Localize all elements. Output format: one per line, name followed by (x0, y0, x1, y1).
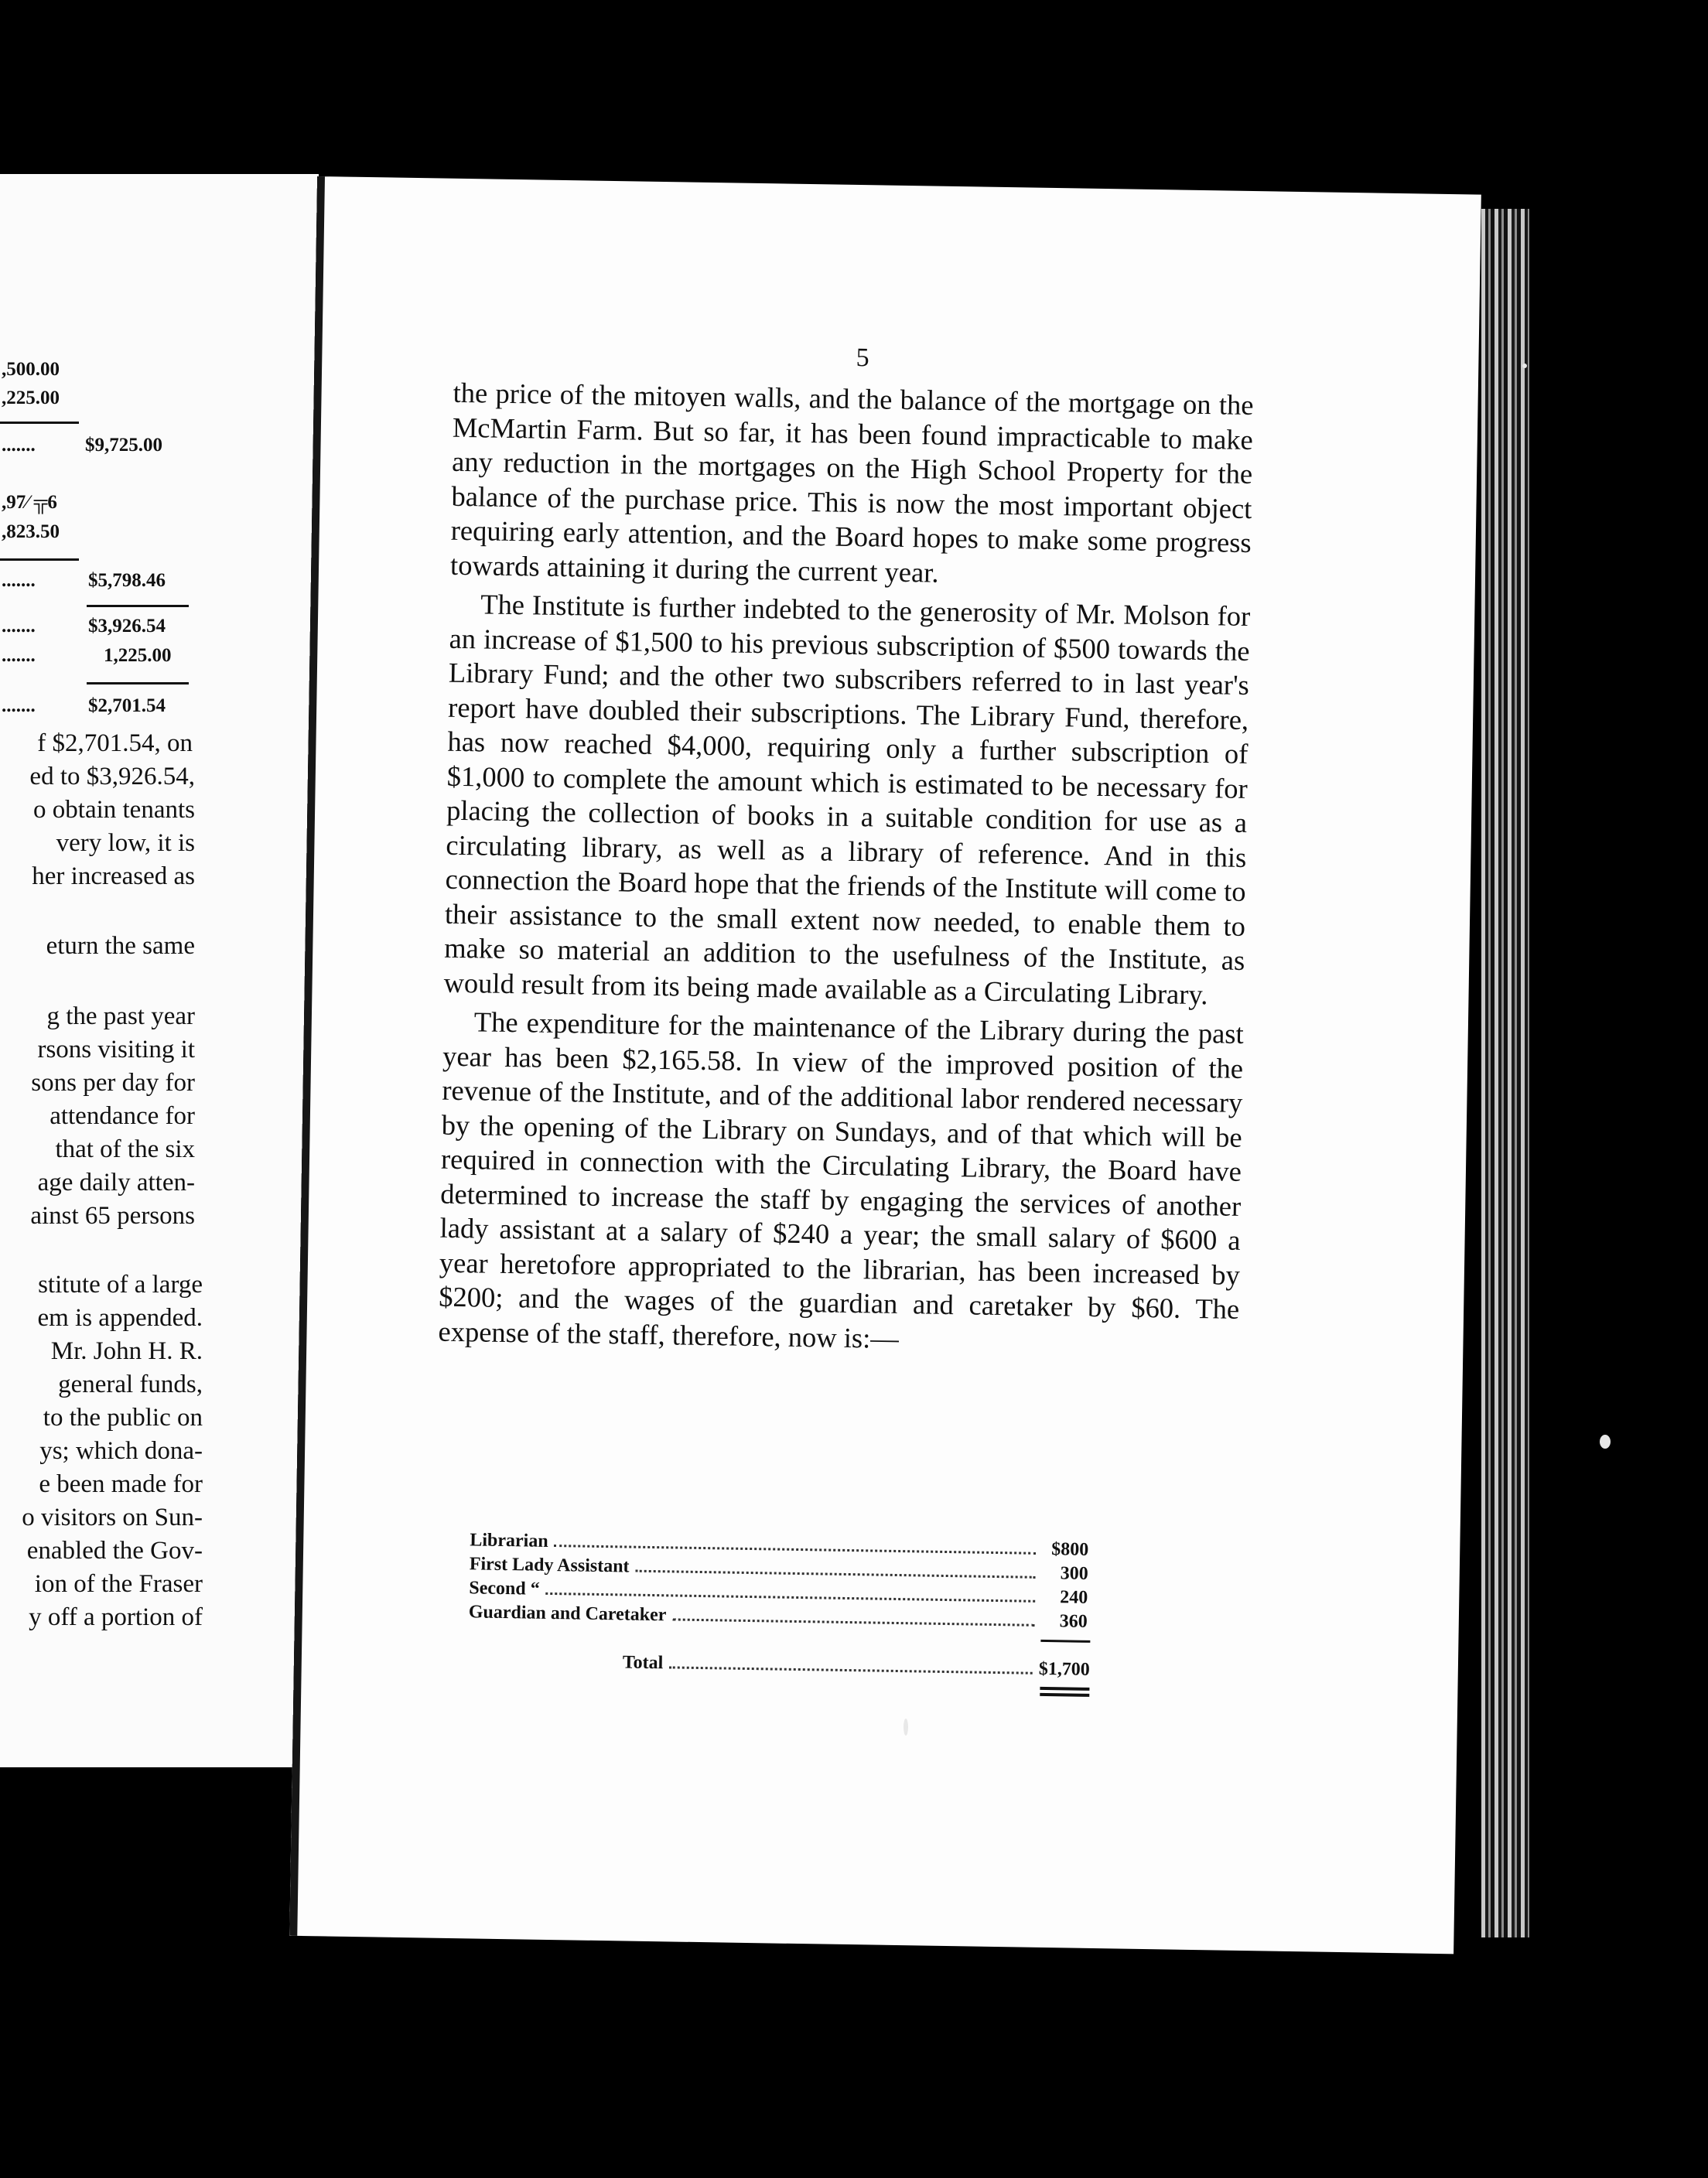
ledger-partial: ,97⁄ ╦6 (2, 492, 57, 513)
double-rule-bottom (1040, 1693, 1089, 1697)
ledger-dots: ....... (2, 695, 36, 716)
text-fragment: eturn the same (46, 932, 195, 960)
ledger-dots: ....... (2, 570, 36, 591)
text-fragment: very low, it is (56, 829, 195, 857)
text-fragment: ion of the Fraser (34, 1570, 203, 1598)
ledger (0, 174, 201, 716)
text-fragment: general funds, (58, 1371, 203, 1398)
ledger-dots: ....... (2, 645, 36, 666)
leader-dots (669, 1666, 1033, 1674)
ledger-total: $3,926.54 (88, 616, 166, 637)
staff-amount: 300 (1060, 1563, 1088, 1584)
text-fragment: her increased as (32, 862, 195, 890)
total-amount: $1,700 (1038, 1658, 1090, 1680)
text-fragment: o obtain tenants (33, 796, 195, 824)
staff-role: Second “ (469, 1578, 540, 1599)
text-fragment: e been made for (39, 1470, 203, 1498)
paragraph: The Institute is further indebted to the generosity of Mr. Molson for an increase of $1,500 to his previous subscription of $500 towards the Library Fund; and the other two subscribers referred to in last year's report have doubled their subscriptions. The Library Fund, therefore, has now reached $4,000, requiring only a further subscription of $1,000 to complete the amount which is estimated to be necessary for placing the collection of books in a suitable condition for use as a circulating library, as well as a library of reference. And in this connection the Board hope that the friends of the Institute will come to their assistance to the small extent now needed, to enable them to make so material an addition to the usefulness of the Institute, as would result from its being made available as a Circulating Library. (443, 588, 1251, 1010)
ledger-dots: ....... (2, 435, 36, 456)
text-fragment: Mr. John H. R. (50, 1337, 203, 1365)
dust-speck (904, 1719, 908, 1736)
ledger-partial: ,225.00 (2, 387, 60, 408)
total-label: Total (622, 1652, 664, 1674)
total-row (623, 1651, 1090, 1681)
staff-role: First Lady Assistant (469, 1554, 630, 1577)
staff-amount: $800 (1051, 1539, 1089, 1560)
leader-dots (672, 1618, 1034, 1626)
text-fragment: o visitors on Sun- (22, 1504, 203, 1531)
leader-dots (635, 1570, 1035, 1579)
ledger-rule (87, 605, 189, 607)
text-fragment: attendance for (50, 1102, 195, 1130)
ledger-total: $5,798.46 (88, 570, 166, 591)
ledger-partial: ,823.50 (2, 521, 60, 542)
body-text (438, 376, 1254, 1366)
book-page (289, 176, 1481, 1954)
paragraph: the price of the mitoyen walls, and the balance of the mortgage on the McMartin Farm. But so far, it has been found impracticable to make any reduction in the mortgages on the High School Property for the balance of the purchase price. This is now the most important object requiring early attention, and the Board hopes to make some progress towards attaining it during the current year. (449, 376, 1254, 589)
staff-role: Librarian (470, 1530, 548, 1552)
text-fragment: em is appended. (37, 1304, 203, 1332)
leader-dots (555, 1545, 1037, 1555)
ledger-rule (87, 682, 189, 684)
text-fragment: ys; which dona- (39, 1437, 203, 1465)
dust-speck (1522, 364, 1527, 368)
double-rule-top (1040, 1687, 1089, 1691)
text-fragment: f $2,701.54, on (37, 729, 193, 757)
text-fragment: age daily atten- (37, 1169, 195, 1197)
text-fragment: ainst 65 persons (30, 1202, 195, 1230)
ledger-partial: ,500.00 (2, 359, 60, 380)
text-fragment: g the past year (46, 1002, 195, 1030)
text-fragment: stitute of a large (38, 1271, 203, 1299)
staff-role: Guardian and Caretaker (468, 1602, 667, 1626)
text-fragment: ed to $3,926.54, (29, 763, 195, 790)
text-fragment: enabled the Gov- (26, 1537, 203, 1565)
text-fragment: y off a portion of (29, 1603, 203, 1631)
staff-amount: 360 (1059, 1611, 1088, 1632)
left-facing-page (0, 174, 319, 1767)
ledger-rule (0, 422, 79, 424)
staff-expense-table (468, 1528, 1090, 1680)
paragraph: The expenditure for the maintenance of the Library during the past year has been $2,165.58. In view of the improved position of the revenue of the Institute, and of the additional labor rendered necessary by the opening of the Library on Sundays, and of that which will be required in connection with the Circulating Library, the Board have determined to increase the staff by engaging the services of another lady assistant at a salary of $240 a year; the small salary of $600 a year heretofore appropriated to the librarian, has been increased by $200; and the wages of the guardian and caretaker by $60. The expense of the staff, therefore, now is:— (438, 1005, 1245, 1354)
ledger-total: 1,225.00 (104, 645, 172, 666)
dust-speck (1600, 1435, 1611, 1449)
page-number: 5 (856, 343, 870, 373)
staff-amount: 240 (1060, 1587, 1088, 1608)
ledger-total: $9,725.00 (85, 435, 162, 456)
text-fragment: rsons visiting it (37, 1036, 195, 1063)
leader-dots (546, 1593, 1036, 1603)
ledger-rule (0, 558, 79, 561)
sum-rule (1040, 1640, 1090, 1643)
text-fragment: sons per day for (31, 1069, 195, 1097)
text-fragment: that of the six (55, 1135, 195, 1163)
text-fragment: to the public on (43, 1404, 203, 1432)
ledger-total: $2,701.54 (88, 695, 166, 716)
page-block-edge (1481, 209, 1529, 1937)
ledger-dots: ....... (2, 616, 36, 637)
